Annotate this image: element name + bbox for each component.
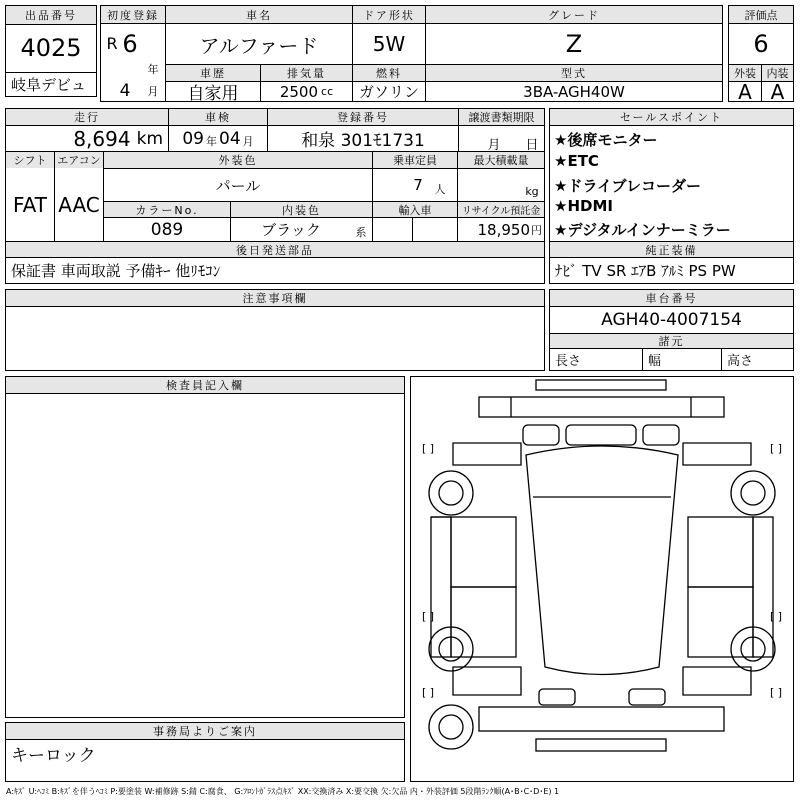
score-box — [728, 5, 794, 102]
sales-point-3: ★ドライブレコーダー — [554, 177, 701, 195]
exterior-label: 外装 — [729, 65, 761, 81]
capacity-label: 乗車定員 — [373, 152, 457, 168]
door-label: ドア形状 — [353, 6, 425, 23]
sales-point-4: ★HDMI — [554, 197, 613, 215]
model-label: 型式 — [426, 65, 722, 81]
length-label: 長さ — [555, 354, 582, 369]
plate: 和泉 301ﾓ1731 — [301, 131, 425, 151]
car-name-label: 車名 — [166, 6, 352, 23]
bracket-left-top: [ ] — [421, 441, 435, 455]
width-label: 幅 — [648, 354, 662, 369]
bracket-left-bottom: [ ] — [421, 685, 435, 699]
vehicle-info-box — [100, 5, 723, 102]
displacement — [261, 82, 352, 101]
capacity: 7 — [413, 176, 423, 194]
ext-color: パール — [215, 176, 261, 195]
color-no: 089 — [150, 219, 184, 240]
score-label: 評価点 — [729, 6, 793, 23]
ext-color-label: 外装色 — [104, 152, 372, 168]
later-items-label: 後日発送部品 — [6, 242, 544, 257]
history: 自家用 — [187, 84, 239, 101]
transfer-month-unit: 月 — [487, 137, 501, 151]
inspection-label: 車検 — [169, 109, 267, 125]
chassis-number: AGH40-4007154 — [601, 310, 742, 330]
inspection-month: 04 — [219, 128, 241, 149]
displacement-label: 排気量 — [261, 65, 352, 81]
int-color-suffix: 系 — [355, 225, 367, 239]
sales-points-box — [549, 108, 794, 284]
mileage-value: 8,694 — [73, 126, 131, 151]
chassis-label: 車台番号 — [550, 290, 793, 306]
ac-label: エアコン — [55, 152, 103, 168]
load-label: 最大積載量 — [458, 152, 544, 168]
displacement-value: 2500 — [279, 82, 319, 101]
reg-month: 4 — [119, 81, 131, 101]
office-label: 事務局よりご案内 — [6, 723, 404, 739]
era: R — [106, 33, 118, 53]
reg-year: 6 — [122, 30, 138, 58]
import-label: 輸入車 — [373, 202, 457, 217]
sales-point-1: ★後席モニター — [554, 131, 658, 149]
recycle — [458, 218, 544, 241]
lot-box — [5, 5, 97, 97]
notes-label: 注意事項欄 — [6, 290, 544, 306]
recycle-unit: 円 — [531, 223, 542, 237]
bracket-left-mid: [ ] — [421, 609, 435, 623]
equipment: ﾅﾋﾞ TV SR ｴｱB ｱﾙﾐ PS PW — [555, 262, 736, 280]
mileage-unit: km — [136, 128, 163, 149]
lot-label: 出品番号 — [6, 6, 96, 24]
transfer-day-unit: 日 — [525, 137, 539, 151]
inspector-box — [5, 376, 405, 718]
car-outline-icon — [411, 377, 793, 781]
ac: AAC — [58, 193, 100, 217]
car-name: アルファード — [199, 33, 319, 58]
lot-number: 4025 — [20, 34, 82, 62]
sales-points-label: セールスポイント — [550, 109, 793, 125]
inspection-year: 09 — [182, 128, 204, 149]
inspection-year-unit: 年 — [206, 134, 217, 148]
mileage — [6, 126, 168, 151]
recycle-value: 18,950 — [477, 220, 530, 239]
bracket-right-mid: [ ] — [769, 609, 783, 623]
history-label: 車歴 — [166, 65, 260, 81]
spec-label: 諸元 — [550, 334, 793, 348]
model: 3BA-AGH40W — [523, 82, 625, 101]
venue: 岐阜デビュ — [11, 76, 87, 94]
load-unit: kg — [525, 184, 539, 198]
equipment-label: 純正装備 — [550, 242, 793, 257]
height-label: 高さ — [727, 354, 754, 369]
month-unit: 月 — [147, 85, 159, 98]
office-box — [5, 722, 405, 782]
interior-label: 内装 — [762, 65, 793, 81]
color-no-label: カラーNo. — [104, 202, 230, 217]
displacement-unit: cc — [321, 85, 334, 98]
recycle-label: リサイクル預託金 — [458, 202, 544, 217]
capacity-unit: 人 — [434, 183, 446, 196]
shift: FAT — [12, 193, 47, 217]
sales-point-2: ★ETC — [554, 152, 599, 170]
int-color: ブラック — [261, 221, 321, 239]
fuel-label: 燃料 — [353, 65, 425, 81]
bracket-right-top: [ ] — [769, 441, 783, 455]
grade: Z — [565, 30, 583, 58]
transfer-label: 譲渡書類期限 — [459, 109, 544, 125]
door-type: 5W — [372, 32, 406, 56]
sales-point-5: ★デジタルインナーミラー — [554, 221, 731, 239]
year-unit: 年 — [147, 63, 159, 76]
notes-box — [5, 289, 545, 371]
int-color-label: 内装色 — [231, 202, 372, 217]
inspection-date — [169, 126, 267, 151]
interior-grade: A — [770, 82, 785, 101]
grade-label: グレード — [426, 6, 722, 23]
inspector-label: 検査員記入欄 — [6, 377, 404, 393]
inspection-month-unit: 月 — [242, 134, 254, 148]
car-diagram — [410, 376, 794, 782]
fuel: ガソリン — [358, 83, 419, 101]
legend-text: A:ｷｽﾞ U:ﾍｺﾐ B:ｷｽﾞを伴うﾍｺﾐ P:要塗装 W:補修跡 S:錆 C:腐食、 G:ﾌﾛﾝﾄｶﾞﾗｽ点ｷｽﾞ XX:交換済み X:要交換 欠:欠品 内・外装評価 5段階ﾗﾝｸ順(A･B･C･D･E) 1 — [6, 786, 560, 796]
plate-label: 登録番号 — [268, 109, 458, 125]
office-note: キーロック — [11, 745, 96, 766]
exterior-grade: A — [738, 82, 752, 101]
detail-box — [5, 108, 545, 284]
later-items: 保証書 車両取説 予備ｷｰ 他ﾘﾓｺﾝ — [11, 262, 221, 280]
shift-label: シフト — [6, 152, 54, 168]
chassis-box — [549, 289, 794, 371]
mileage-label: 走行 — [6, 109, 168, 125]
bracket-right-bottom: [ ] — [769, 685, 783, 699]
score: 6 — [753, 30, 769, 58]
first-reg-label: 初度登録 — [101, 6, 165, 23]
